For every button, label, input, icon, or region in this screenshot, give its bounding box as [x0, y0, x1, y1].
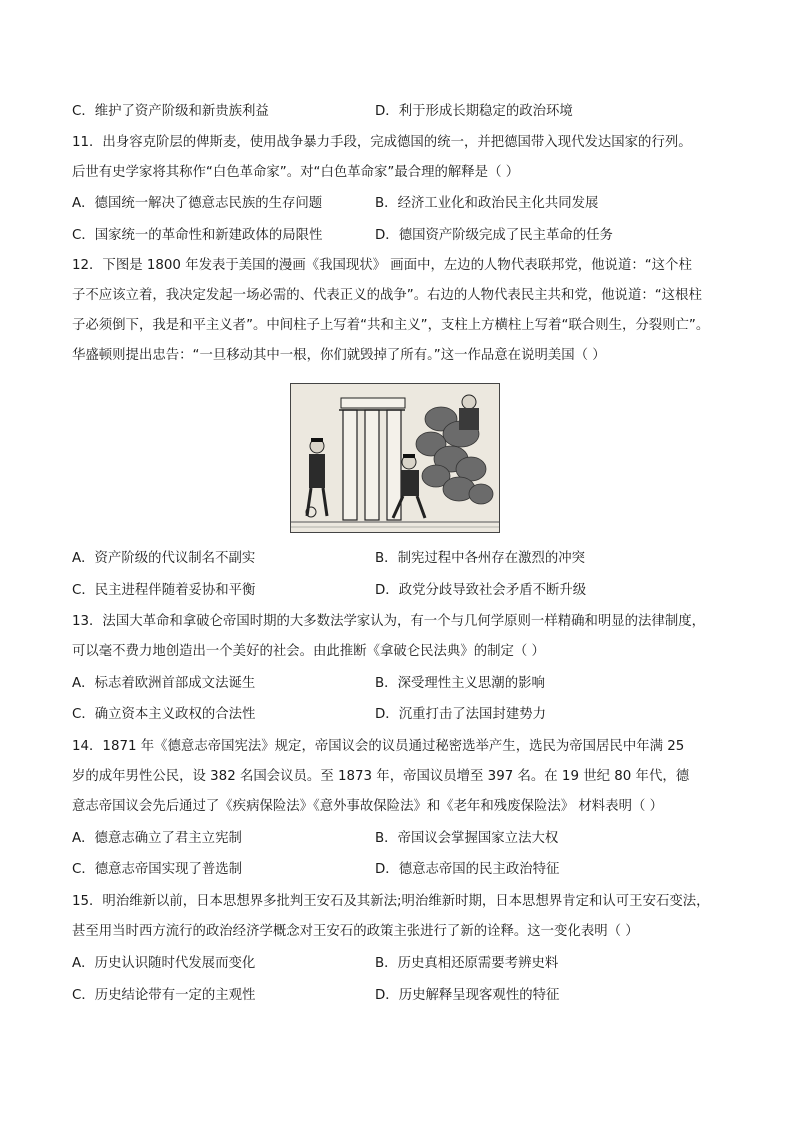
cartoon-illustration [290, 383, 500, 533]
q11-option-a[interactable]: A．德国统一解决了德意志民族的生存问题 [72, 196, 323, 211]
q14-option-a[interactable]: A．德意志确立了君主立宪制 [72, 831, 242, 846]
q15-options-row-ab [72, 953, 732, 975]
q12-option-b[interactable]: B．制宪过程中各州存在激烈的冲突 [375, 551, 586, 566]
q14-option-b[interactable]: B．帝国议会掌握国家立法大权 [375, 831, 559, 846]
q11-option-b[interactable]: B．经济工业化和政治民主化共同发展 [375, 196, 599, 211]
q15-option-a[interactable]: A．历史认识随时代发展而变化 [72, 956, 256, 971]
q14-option-d[interactable]: D．德意志帝国的民主政治特征 [375, 862, 560, 877]
q15-stem-line-1: 15．明治维新以前，日本思想界多批判王安石及其新法;明治维新时期，日本思想界肯定和认可王安石变法， [72, 894, 710, 909]
q11-stem-line-2: 后世有史学家将其称作“白色革命家”。对“白色革命家”最合理的解释是（ ） [72, 165, 520, 180]
q12-stem-line-4: 华盛顿则提出忠告：“一旦移动其中一根，你们就毁掉了所有。”这一作品意在说明美国（ ） [72, 348, 606, 363]
q11-stem-line-1: 11．出身容克阶层的俾斯麦，使用战争暴力手段，完成德国的统一，并把德国带入现代发达国家的行列。 [72, 135, 692, 150]
q12-options-row-cd [72, 580, 732, 602]
q12-stem [72, 251, 732, 371]
q12-stem-line-2: 子不应该立着，我决定发起一场必需的、代表正义的战争”。右边的人物代表民主共和党，他说道：“这根柱 [72, 288, 702, 303]
q14-stem-line-2: 岁的成年男性公民，设 382 名国会议员。至 1873 年，帝国议员增至 397 名。在 19 世纪 80 年代，德 [72, 769, 690, 784]
q15-option-c[interactable]: C．历史结论带有一定的主观性 [72, 988, 256, 1003]
q14-options-row-ab [72, 828, 732, 850]
q10-options-row-cd [72, 101, 732, 123]
q11-option-d[interactable]: D．德国资产阶级完成了民主革命的任务 [375, 228, 613, 243]
q11-options-row-cd [72, 225, 732, 247]
q15-stem [72, 887, 732, 947]
q13-option-a[interactable]: A．标志着欧洲首部成文法诞生 [72, 676, 256, 691]
q14-stem-line-1: 14．1871 年《德意志帝国宪法》规定，帝国议会的议员通过秘密选举产生，选民为帝国居民中年满 25 [72, 739, 685, 754]
q14-option-c[interactable]: C．德意志帝国实现了普选制 [72, 862, 243, 877]
q13-options-row-ab [72, 673, 732, 695]
q10-option-c[interactable]: C．维护了资产阶级和新贵族利益 [72, 104, 269, 119]
q13-stem [72, 607, 732, 667]
q13-stem-line-2: 可以毫不费力地创造出一个美好的社会。由此推断《拿破仑民法典》的制定（ ） [72, 644, 545, 659]
q13-stem-line-1: 13．法国大革命和拿破仑帝国时期的大多数法学家认为，有一个与几何学原则一样精确和明显的法律制度， [72, 614, 706, 629]
q13-option-b[interactable]: B．深受理性主义思潮的影响 [375, 676, 545, 691]
q14-stem-line-3: 意志帝国议会先后通过了《疾病保险法》《意外事故保险法》和《老年和残废保险法》 材料表明（ ） [72, 799, 663, 814]
q11-options-row-ab [72, 193, 732, 215]
q12-option-c[interactable]: C．民主进程伴随着妥协和平衡 [72, 583, 256, 598]
q13-options-row-cd [72, 704, 732, 726]
q11-option-c[interactable]: C．国家统一的革命性和新建政体的局限性 [72, 228, 323, 243]
q14-stem [72, 732, 732, 822]
q12-option-d[interactable]: D．政党分歧导致社会矛盾不断升级 [375, 583, 587, 598]
q12-options-row-ab [72, 548, 732, 570]
q15-options-row-cd [72, 985, 732, 1007]
q13-option-d[interactable]: D．沉重打击了法国封建势力 [375, 707, 546, 722]
cartoon-drawing [291, 384, 499, 532]
q14-options-row-cd [72, 859, 732, 881]
q12-stem-line-3: 子必须倒下，我是和平主义者”。中间柱子上写着“共和主义”，支柱上方横柱上写着“联合则生，分裂则亡”。 [72, 318, 710, 333]
q12-stem-line-1: 12．下图是 1800 年发表于美国的漫画《我国现状》 画面中，左边的人物代表联邦党，他说道：“这个柱 [72, 258, 692, 273]
q15-option-b[interactable]: B．历史真相还原需要考辨史料 [375, 956, 559, 971]
q11-stem [72, 128, 732, 188]
q10-option-d[interactable]: D．利于形成长期稳定的政治环境 [375, 104, 573, 119]
q15-option-d[interactable]: D．历史解释呈现客观性的特征 [375, 988, 560, 1003]
q15-stem-line-2: 甚至用当时西方流行的政治经济学概念对王安石的政策主张进行了新的诠释。这一变化表明（ ） [72, 924, 639, 939]
q12-option-a[interactable]: A．资产阶级的代议制名不副实 [72, 551, 256, 566]
q13-option-c[interactable]: C．确立资本主义政权的合法性 [72, 707, 256, 722]
